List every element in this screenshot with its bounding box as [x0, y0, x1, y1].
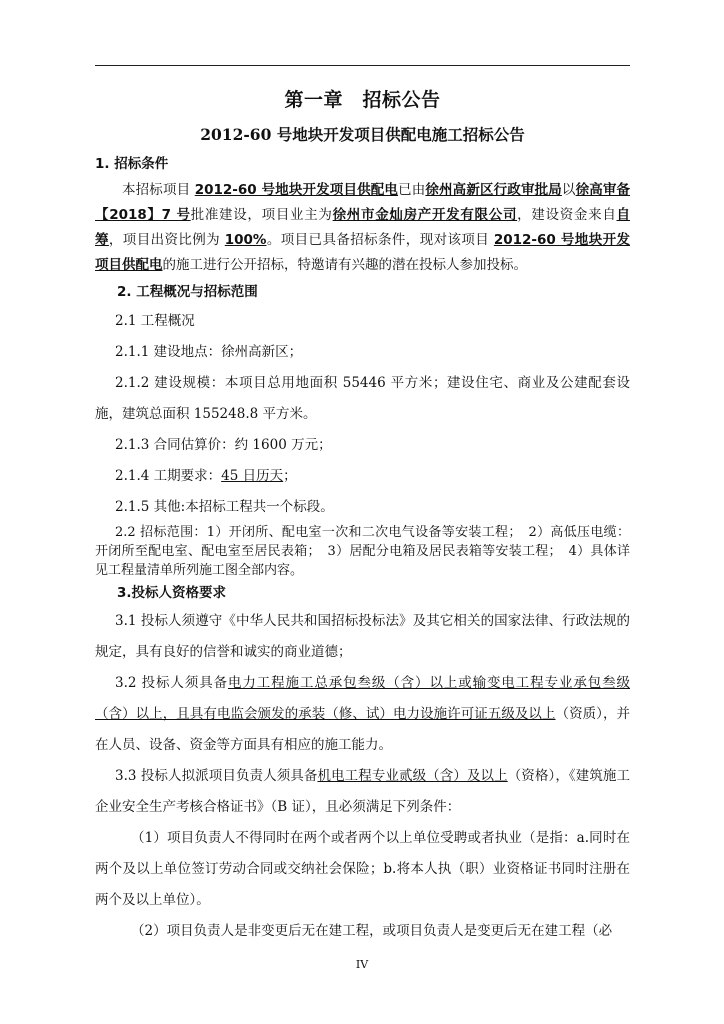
section-2-1-5: 2.1.5 其他:本招标工程共一个标段。	[115, 499, 334, 515]
section-3-heading: 3.投标人资格要求	[117, 585, 227, 601]
section-3-1: 3.1 投标人须遵守《中华人民共和国招标投标法》及其它相关的国家法律、行政法规的规定，具有良好的信誉和诚实的商业道德；	[95, 613, 630, 660]
section-2-1: 2.1 工程概况	[115, 313, 195, 329]
section-2-1-1: 2.1.1 建设地点：徐州高新区；	[115, 344, 303, 360]
page-number: IV	[355, 958, 369, 971]
chapter-title: 第一章 招标公告	[284, 89, 441, 111]
section-2-1-2: 2.1.2 建设规模：本项目总用地面积 55446 平方米；建设住宅、商业及公建配套设施，建筑总面积 155248.8 平方米。	[95, 375, 630, 422]
section-3-3: 3.3 投标人拟派项目负责人须具备机电工程专业贰级（含）及以上（资格），《建筑施工企业安全生产考核合格证书》（B 证），且必须满足下列条件：	[95, 768, 631, 815]
section-2-2: 2.2 招标范围：1）开闭所、配电室一次和二次电气设备等安装工程； 2）高低压电缆：开闭所至配电室、配电室至居民表箱； 3）居配分电箱及居民表箱等安装工程； 4）具体详见工程量清单所列施工图全部内容。	[95, 525, 630, 578]
section-3-2: 3.2 投标人须具备电力工程施工总承包叁级（含）以上或输变电工程专业承包叁级（含）以上，且具有电监会颁发的承装（修、试）电力设施许可证五级及以上（资质），并在人员、设备、资金等方面具有相应的施工能力。	[95, 675, 631, 753]
section-2-1-3: 2.1.3 合同估算价：约 1600 万元；	[115, 437, 332, 453]
section-3-3-item-1: （1）项目负责人不得同时在两个或者两个以上单位受聘或者执业（是指：a.同时在两个及以上单位签订劳动合同或交纳社会保险；b.将本人执（职）业资格证书同时注册在两个及以上单位）。	[95, 830, 630, 908]
section-3-3-item-2: （2）项目负责人是非变更后无在建工程，或项目负责人是变更后无在建工程（必	[131, 923, 613, 939]
section-2-1-4: 2.1.4 工期要求：45 日历天；	[115, 468, 297, 484]
section-1-paragraph: 本招标项目 2012-60 号地块开发项目供配电已由徐州高新区行政审批局以徐高审备【2018】7 号批准建设，项目业主为徐州市金灿房产开发有限公司，建设资金来自自筹，项目出资比例为 100%。项目已具备招标条件，现对该项目 2012-60 号地块开发项目供配电的施工进行公开招标，特邀请有兴趣的潜在投标人参加投标。	[95, 182, 631, 273]
header-rule	[95, 65, 630, 66]
document-page	[95, 80, 630, 947]
announcement-title: 2012-60 号地块开发项目供配电施工招标公告	[200, 125, 525, 144]
section-1-heading: 1. 招标条件	[95, 156, 169, 172]
section-2-heading: 2. 工程概况与招标范围	[117, 284, 258, 300]
